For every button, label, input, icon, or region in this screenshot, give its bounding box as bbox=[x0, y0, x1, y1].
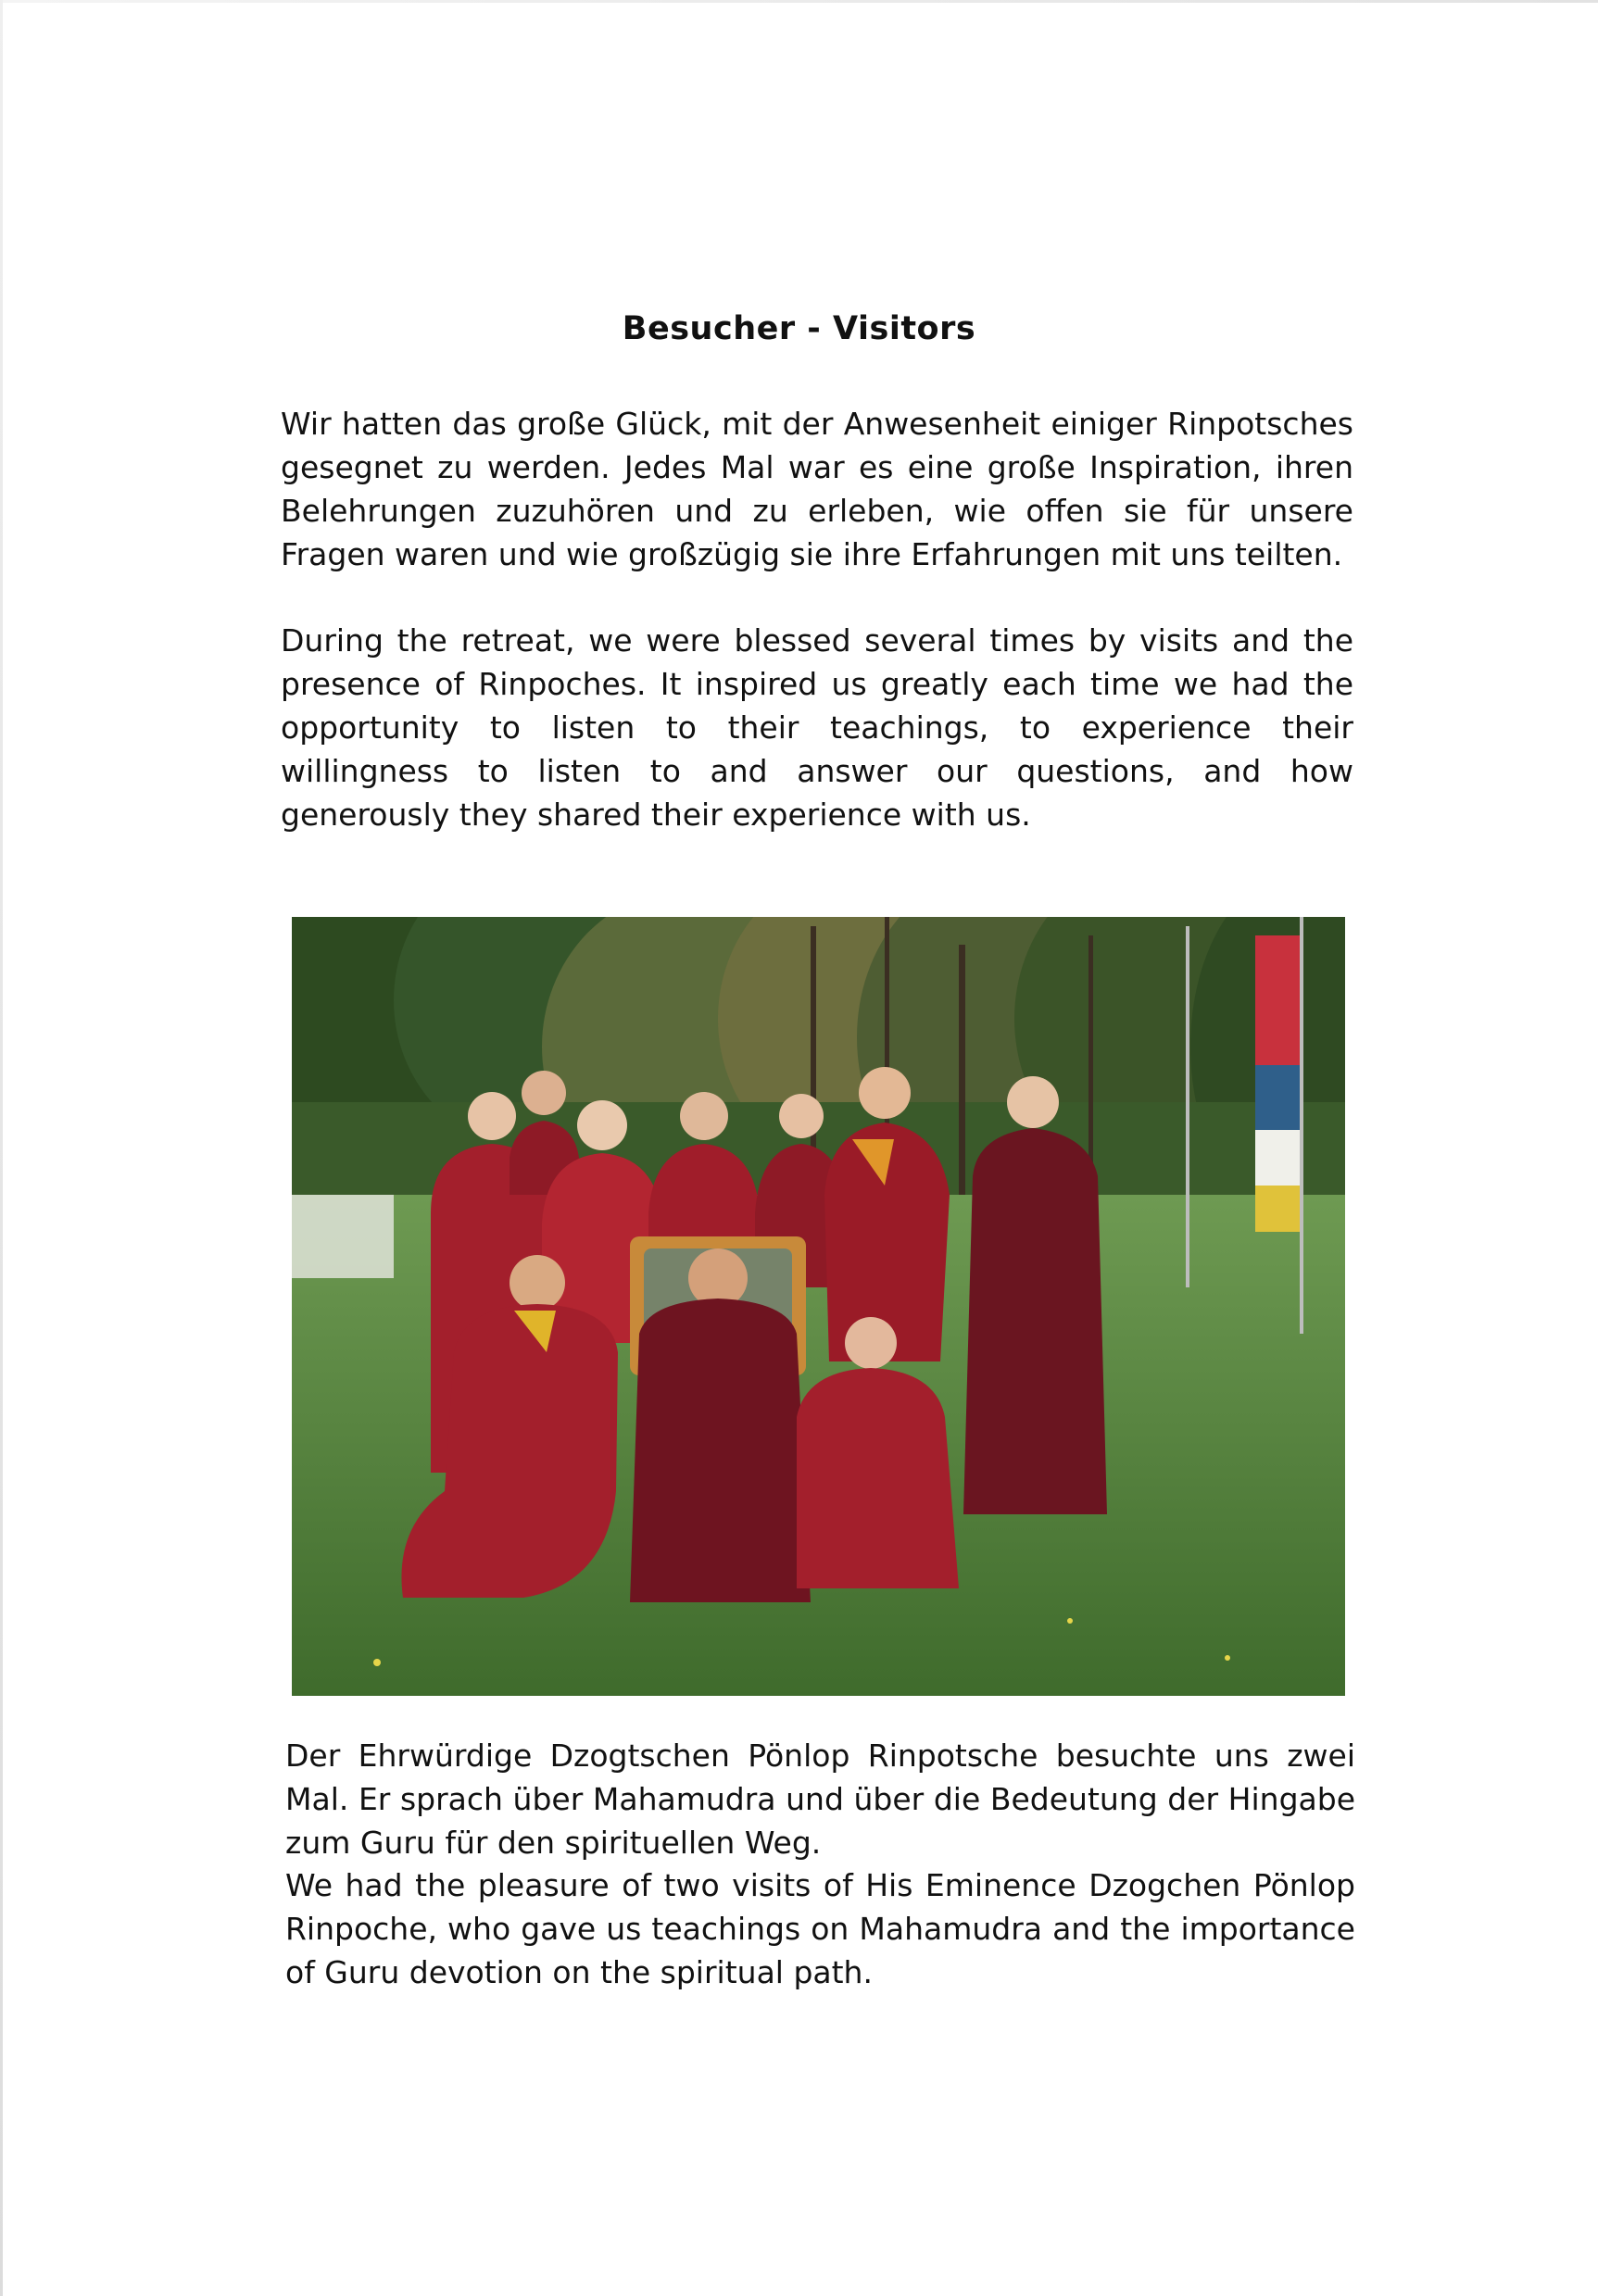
light-patch bbox=[292, 1195, 394, 1278]
english-intro-paragraph: During the retreat, we were blessed several times by visits and the presence of Rinpoches. It inspired us greatly each time we had the opportunity to listen to their teachings, to experience their willingness to listen to and answer our questions, and how generously they shared their experience with us. bbox=[281, 622, 1353, 833]
german-caption: Der Ehrwürdige Dzogtschen Pönlop Rinpotsche besuchte uns zwei Mal. Er sprach über Mahamudra und über die Bedeutung der Hingabe zum Guru für den spirituellen Weg. bbox=[285, 1738, 1355, 1861]
page-edge-top bbox=[0, 0, 1598, 3]
flag-pole-right bbox=[1300, 917, 1303, 1334]
prayer-flag bbox=[1255, 935, 1300, 1232]
page-title: Besucher - Visitors bbox=[622, 310, 976, 347]
group-photo-illustration bbox=[292, 917, 1345, 1696]
group-photo bbox=[292, 917, 1345, 1696]
german-intro-paragraph: Wir hatten das große Glück, mit der Anwesenheit einiger Rinpotsches gesegnet zu werden. Jedes Mal war es eine große Inspiration, ihren Belehrungen zuzuhören und zu erleben, wie offen sie für unsere Fragen waren und wie großzügig sie ihre Erfahrungen mit uns teilten. bbox=[281, 406, 1353, 572]
english-caption: We had the pleasure of two visits of His Eminence Dzogchen Pönlop Rinpoche, who gave us teachings on Mahamudra and the importance of Guru devotion on the spiritual path. bbox=[285, 1867, 1355, 1990]
flag-pole-left bbox=[1186, 926, 1189, 1287]
